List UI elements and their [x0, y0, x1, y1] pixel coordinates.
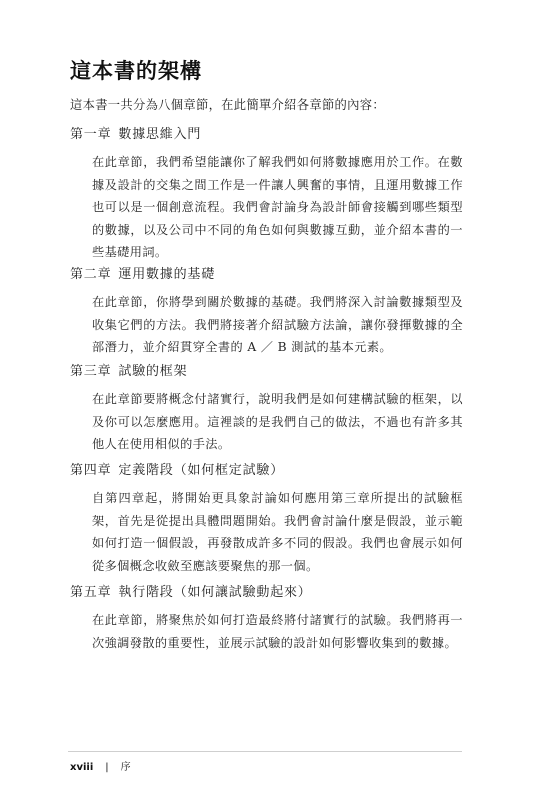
- chapter-title: 試驗的框架: [118, 364, 188, 379]
- chapter-body: 自第四章起，將開始更具象討論如何應用第三章所提出的試驗框架，首先是從提出具體問題開始。我們會討論什麼是假設，並示範如何打造一個假設，再發散成許多不同的假設。我們也會展示如何從多個概念收斂至應該要聚焦的那一個。: [92, 491, 463, 573]
- chapter-3-section: [70, 362, 470, 456]
- chapter-label: 第三章: [70, 364, 112, 379]
- chapter-heading: [70, 461, 470, 481]
- chapter-body: 在此章節要將概念付諸實行，說明我們是如何建構試驗的框架，以及你可以怎麼應用。這裡談的是我們自己的做法，不過也有許多其他人在使用相似的手法。: [92, 392, 463, 451]
- chapter-heading: [70, 362, 470, 382]
- page-title: 這本書的架構: [70, 59, 202, 83]
- chapter-body: 在此章節，你將學到關於數據的基礎。我們將深入討論數據類型及收集它們的方法。我們將接著介紹試驗方法論，讓你發揮數據的全部潛力，並介紹貫穿全書的 A ／ B 測試的基本元素。: [92, 295, 463, 354]
- chapter-title: 數據思維入門: [118, 127, 202, 142]
- chapter-2-section: [70, 265, 470, 359]
- footer-divider: [68, 751, 462, 752]
- footer-section-title: 序: [120, 762, 131, 773]
- chapter-title: 定義階段（如何框定試驗）: [118, 463, 285, 478]
- chapter-title: 執行階段（如何讓試驗動起來）: [118, 585, 312, 600]
- chapter-label: 第五章: [70, 585, 112, 600]
- chapter-label: 第一章: [70, 127, 112, 142]
- chapter-body: 在此章節，將聚焦於如何打造最終將付諸實行的試驗。我們將再一次強調發散的重要性，並展示試驗的設計如何影響收集到的數據。: [92, 613, 463, 650]
- page-number: xviii: [70, 762, 94, 773]
- chapter-5-section: [70, 583, 470, 654]
- intro-paragraph: 這本書一共分為八個章節，在此簡單介紹各章節的內容：: [70, 98, 385, 112]
- chapter-body: 在此章節，我們希望能讓你了解我們如何將數據應用於工作。在數據及設計的交集之間工作是一件讓人興奮的事情，且運用數據工作也可以是一個創意流程。我們會討論身為設計師會接觸到哪些類型的數據，以及公司中不同的角色如何與數據互動，並介紹本書的一些基礎用詞。: [92, 155, 463, 259]
- chapter-title: 運用數據的基礎: [118, 267, 216, 282]
- chapter-heading: [70, 265, 470, 285]
- chapter-1-section: [70, 125, 470, 264]
- chapter-label: 第四章: [70, 463, 112, 478]
- chapter-4-section: [70, 461, 470, 577]
- footer-separator: |: [105, 762, 109, 773]
- chapter-label: 第二章: [70, 267, 112, 282]
- chapter-heading: [70, 125, 470, 145]
- chapter-heading: [70, 583, 470, 603]
- page-footer: [70, 758, 131, 773]
